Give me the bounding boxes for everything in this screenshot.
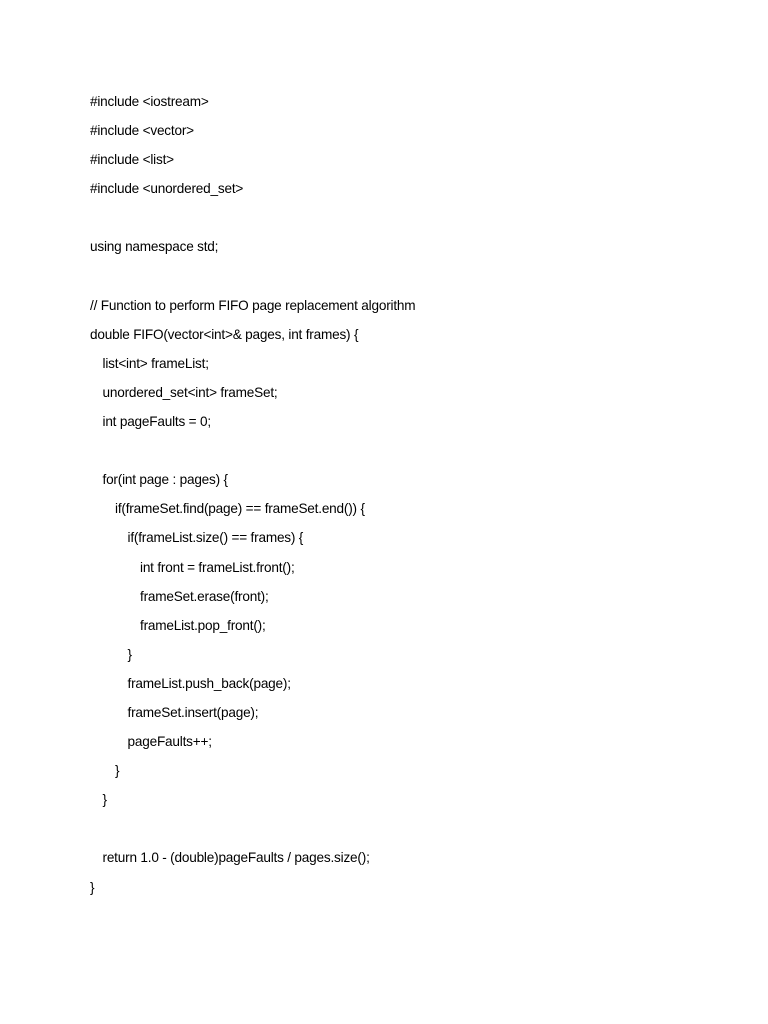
code-line: #include <list> — [90, 152, 174, 168]
code-line: double FIFO(vector<int>& pages, int frames) { — [90, 326, 359, 342]
code-line: if(frameSet.find(page) == frameSet.end()) { — [115, 501, 365, 517]
code-line: } — [90, 879, 95, 895]
blank-line — [90, 818, 730, 847]
code-line: frameSet.insert(page); — [127, 704, 259, 720]
blank-line — [90, 440, 730, 469]
code-line: } — [102, 792, 107, 808]
code-line: // Function to perform FIFO page replacement algorithm — [90, 297, 416, 313]
code-line: #include <vector> — [90, 123, 194, 139]
code-line: } — [115, 763, 120, 779]
code-line: frameList.pop_front(); — [140, 617, 266, 633]
code-line: int front = frameList.front(); — [140, 559, 295, 575]
code-line: for(int page : pages) { — [102, 472, 228, 488]
code-line: list<int> frameList; — [102, 355, 209, 371]
blank-line — [90, 207, 730, 236]
code-line: if(frameList.size() == frames) { — [127, 530, 304, 546]
code-line: #include <iostream> — [90, 94, 209, 109]
code-line: } — [127, 646, 132, 662]
code-line: pageFaults++; — [127, 734, 212, 750]
code-line: return 1.0 - (double)pageFaults / pages.size(); — [102, 850, 370, 866]
code-line: frameSet.erase(front); — [140, 588, 269, 604]
code-line: frameList.push_back(page); — [127, 675, 291, 691]
code-listing — [90, 91, 730, 906]
code-line: #include <unordered_set> — [90, 181, 244, 197]
code-line: using namespace std; — [90, 239, 219, 255]
blank-line — [90, 266, 730, 295]
code-line: unordered_set<int> frameSet; — [102, 384, 278, 400]
code-line: int pageFaults = 0; — [102, 414, 211, 430]
